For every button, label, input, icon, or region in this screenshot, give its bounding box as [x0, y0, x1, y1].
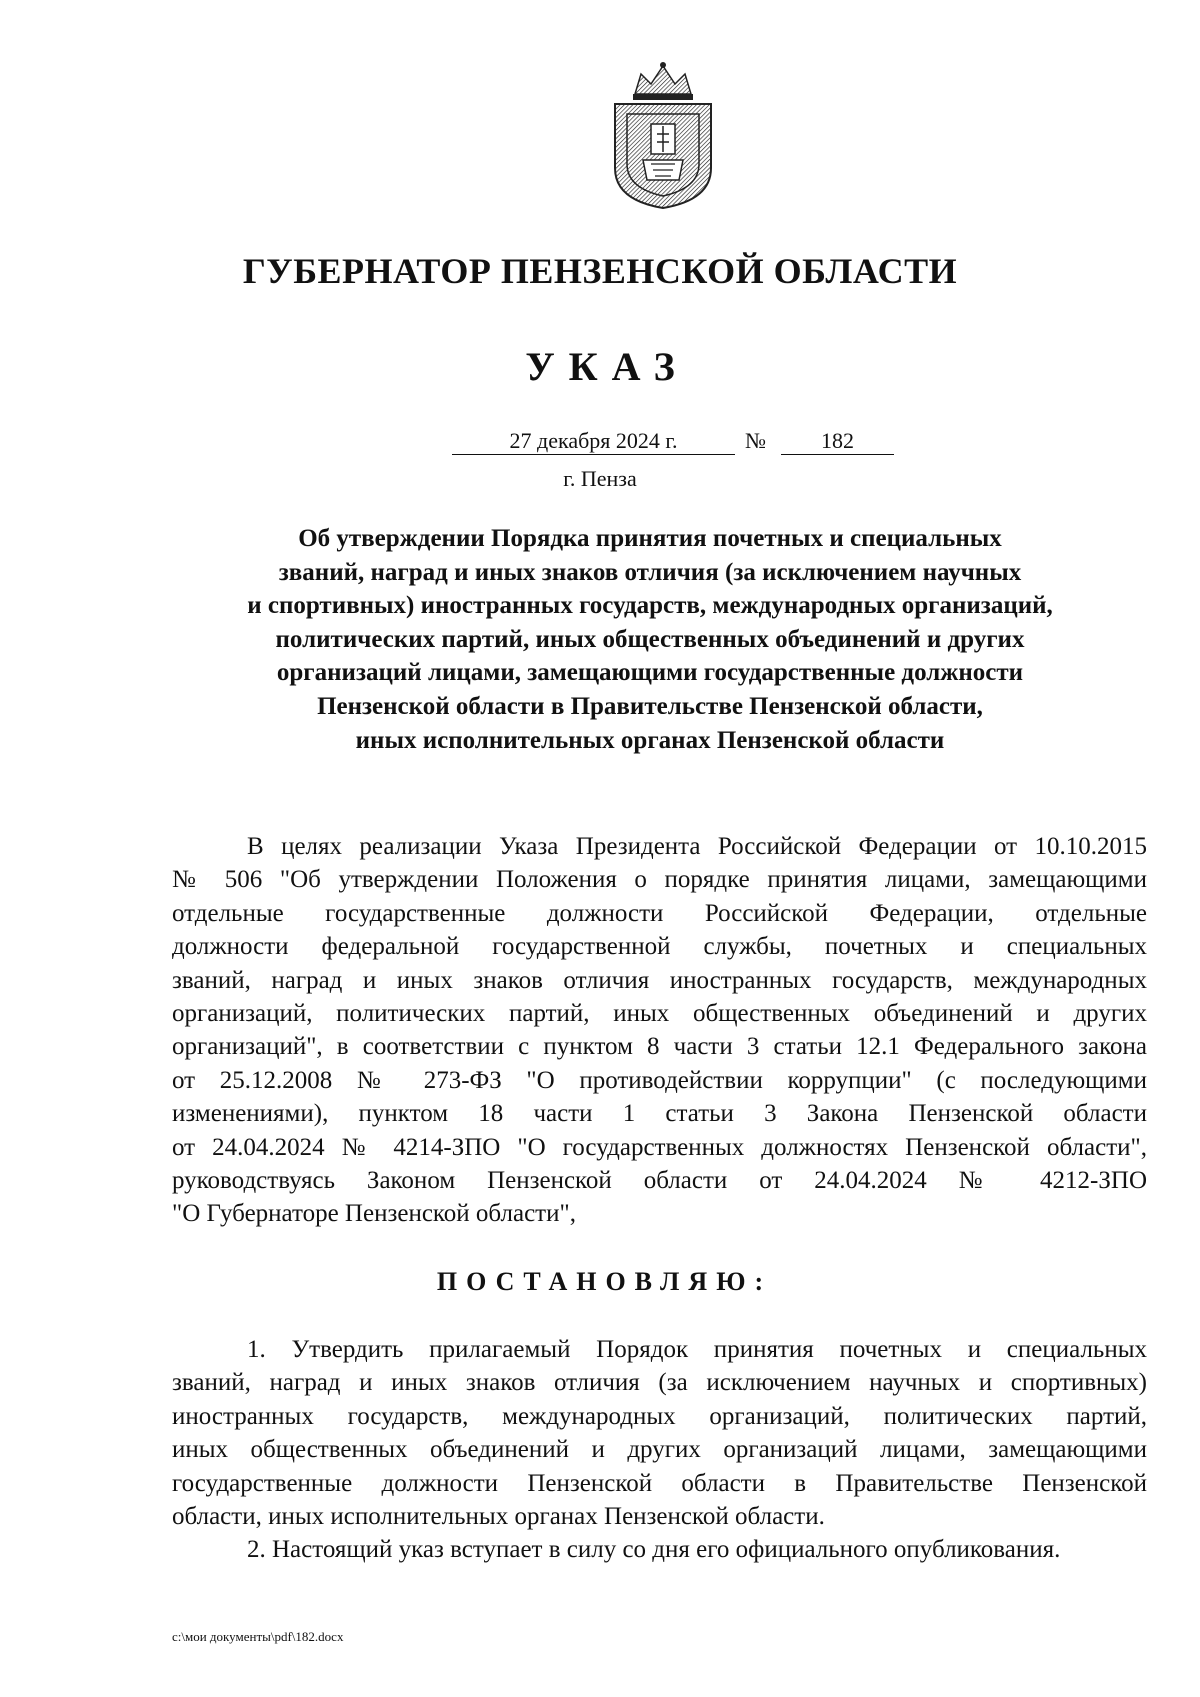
date-number-line [0, 428, 1200, 458]
item-2-paragraph [172, 1533, 1147, 1566]
file-path-footer: c:\мои документы\pdf\182.docx [172, 1629, 344, 1644]
item-1-line: 1. Утвердить прилагаемый Порядок принятия почетных и специальных [247, 1336, 1147, 1363]
preamble-line: отдельные государственные должности Российской Федерации, отдельные [172, 899, 1147, 927]
document-title [170, 522, 1130, 757]
preamble-line: В целях реализации Указа Президента Российской Федерации от 10.10.2015 [247, 833, 1147, 860]
item-1-line: званий, наград и иных знаков отличия (за исключением научных и спортивных) [172, 1369, 1147, 1397]
document-number: 182 [781, 428, 894, 455]
item-2-line: 2. Настоящий указ вступает в силу со дня его официального опубликования. [247, 1536, 1061, 1563]
preamble-line: от 25.12.2008 № 273-ФЗ "О противодействии коррупции" (с последующими [172, 1066, 1147, 1094]
title-line: Пензенской области в Правительстве Пензенской области, [317, 692, 983, 720]
title-line: званий, наград и иных знаков отличия (за исключением научных [278, 558, 1022, 586]
preamble-line: организаций", в соответствии с пунктом 8 части 3 статьи 12.1 Федерального закона [172, 1033, 1147, 1061]
item-1-line: иных общественных объединений и других организаций лицами, замещающими [172, 1436, 1147, 1464]
document-date: 27 декабря 2024 г. [452, 428, 735, 455]
title-line: Об утверждении Порядка принятия почетных и специальных [298, 525, 1002, 552]
preamble-line: должности федеральной государственной службы, почетных и специальных [172, 933, 1147, 961]
item-1-paragraph [172, 1333, 1147, 1533]
title-line: политических партий, иных общественных объединений и других [275, 625, 1025, 653]
preamble-line: организаций, политических партий, иных общественных объединений и других [172, 1000, 1147, 1028]
item-1-line: государственные должности Пензенской области в Правительстве Пензенской [172, 1469, 1147, 1497]
preamble-line: от 24.04.2024 № 4214-ЗПО "О государственных должностях Пензенской области", [172, 1133, 1147, 1161]
title-line: и спортивных) иностранных государств, международных организаций, [247, 592, 1053, 620]
decree-word: ПОСТАНОВЛЯЮ: [436, 1267, 773, 1296]
title-line: иных исполнительных органах Пензенской области [355, 726, 945, 754]
preamble-line: "О Губернаторе Пензенской области", [172, 1200, 576, 1228]
title-line: организаций лицами, замещающими государственные должности [276, 659, 1024, 687]
issuing-authority: ГУБЕРНАТОР ПЕНЗЕНСКОЙ ОБЛАСТИ [242, 251, 958, 291]
item-1-line: иностранных государств, международных организаций, политических партий, [172, 1402, 1147, 1430]
issue-city: г. Пенза [563, 466, 637, 491]
number-sign: № [745, 428, 766, 453]
preamble-line: изменениями), пунктом 18 части 1 статьи 3 Закона Пензенской области [172, 1100, 1147, 1128]
penza-coat-of-arms-icon [605, 60, 721, 210]
item-1-line: области, иных исполнительных органах Пензенской области. [172, 1503, 825, 1531]
preamble-line: званий, наград и иных знаков отличия иностранных государств, международных [172, 966, 1147, 994]
preamble-line: руководствуясь Законом Пензенской области от 24.04.2024 № 4212-ЗПО [172, 1167, 1147, 1195]
preamble-paragraph [172, 830, 1147, 1231]
document-type: УКАЗ [525, 344, 689, 389]
preamble-line: № 506 "Об утверждении Положения о порядке принятия лицами, замещающими [172, 866, 1147, 894]
